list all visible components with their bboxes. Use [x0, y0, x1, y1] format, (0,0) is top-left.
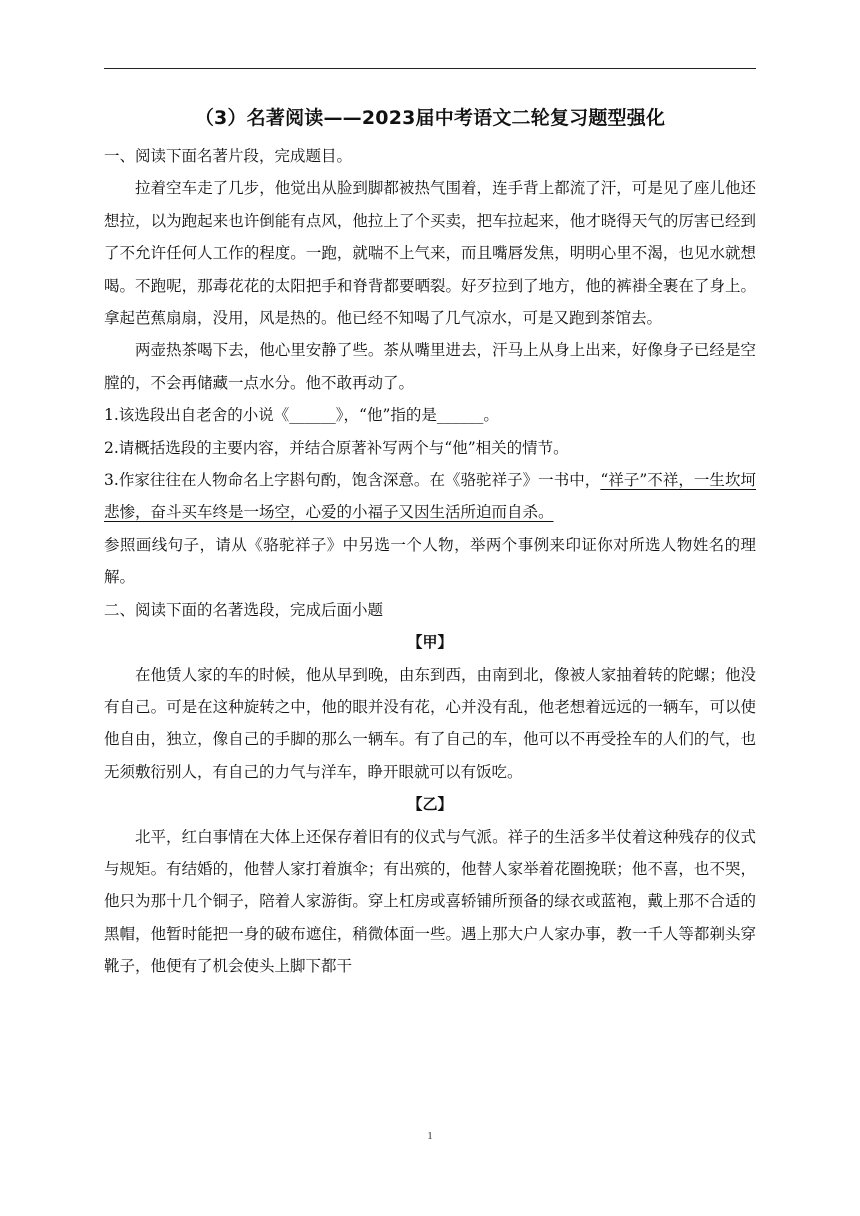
- page-number: 1: [427, 1130, 433, 1142]
- question-3-prompt: 参照画线句子，请从《骆驼祥子》中另选一个人物，举两个事例来印证你对所选人物姓名的理解。: [104, 535, 756, 587]
- excerpt-label-yi: 【乙】: [407, 795, 453, 814]
- part1-paragraph-1: 拉着空车走了几步，他觉出从脸到脚都被热气围着，连手背上都流了汗，可是见了座儿他还想拉，以为跑起来也许倒能有点风，他拉上了个买卖，把车拉起来，他才晓得天气的厉害已经到了不允许任何人工作的程度。一跑，就喘不上气来，而且嘴唇发焦，明明心里不渴，也见水就想喝。不跑呢，那毒花花的太阳把手和脊背都要晒裂。好歹拉到了地方，他的裤褂全裹在了身上。拿起芭蕉扇扇，没用，风是热的。他已经不知喝了几气凉水，可是又跑到茶馆去。: [104, 179, 756, 328]
- document-page: [104, 96, 756, 983]
- question-3-underlined-sentence: “祥子”不祥，一生坎坷悲惨，奋斗买车终是一场空，心爱的小福子又因生活所迫而自杀。: [104, 471, 756, 522]
- header-rule: [104, 68, 756, 69]
- excerpt-jia: 在他赁人家的车的时候，他从早到晚，由东到西，由南到北，像被人家抽着转的陀螺；他没有自己。可是在这种旋转之中，他的眼并没有花，心并没有乱，他老想着远远的一辆车，可以使他自由，独立，像自己的手脚的那么一辆车。有了自己的车，他可以不再受拴车的人们的气，也无须敷衍别人，有自己的力气与洋车，睁开眼就可以有饭吃。: [104, 665, 756, 781]
- question-3-text: 3.作家往往在人物命名上字斟句酌，饱含深意。在《骆驼祥子》一书中，: [104, 471, 601, 490]
- question-3: [104, 464, 756, 529]
- part1-paragraph-2: 两壶热茶喝下去，他心里安静了些。茶从嘴里进去，汗马上从身上出来，好像身子已经是空膛的，不会再储藏一点水分。他不敢再动了。: [104, 341, 756, 392]
- question-2: 2.请概括选段的主要内容，并结合原著补写两个与“他”相关的情节。: [104, 438, 569, 457]
- excerpt-yi: 北平，红白事情在大体上还保存着旧有的仪式与气派。祥子的生活多半仗着这种残存的仪式与规矩。有结婚的，他替人家打着旗伞；有出殡的，他替人家举着花圈挽联；他不喜，也不哭，他只为那十几个铜子，陪着人家游街。穿上杠房或喜轿铺所预备的绿衣或蓝袍，戴上那不合适的黑帽，他暂时能把一身的破布遮住，稍微体面一些。遇上那大户人家办事，教一千人等都剃头穿靴子，他便有了机会使头上脚下都干: [104, 827, 756, 976]
- excerpt-label-jia: 【甲】: [407, 633, 453, 652]
- part2-heading: 二、阅读下面的名著选段，完成后面小题: [104, 600, 384, 619]
- document-title: （3）名著阅读——2023届中考语文二轮复习题型强化: [194, 107, 666, 129]
- part1-heading: 一、阅读下面名著片段，完成题目。: [104, 147, 353, 165]
- question-1: 1.该选段出自老舍的小说《______》，“他”指的是______。: [104, 406, 499, 425]
